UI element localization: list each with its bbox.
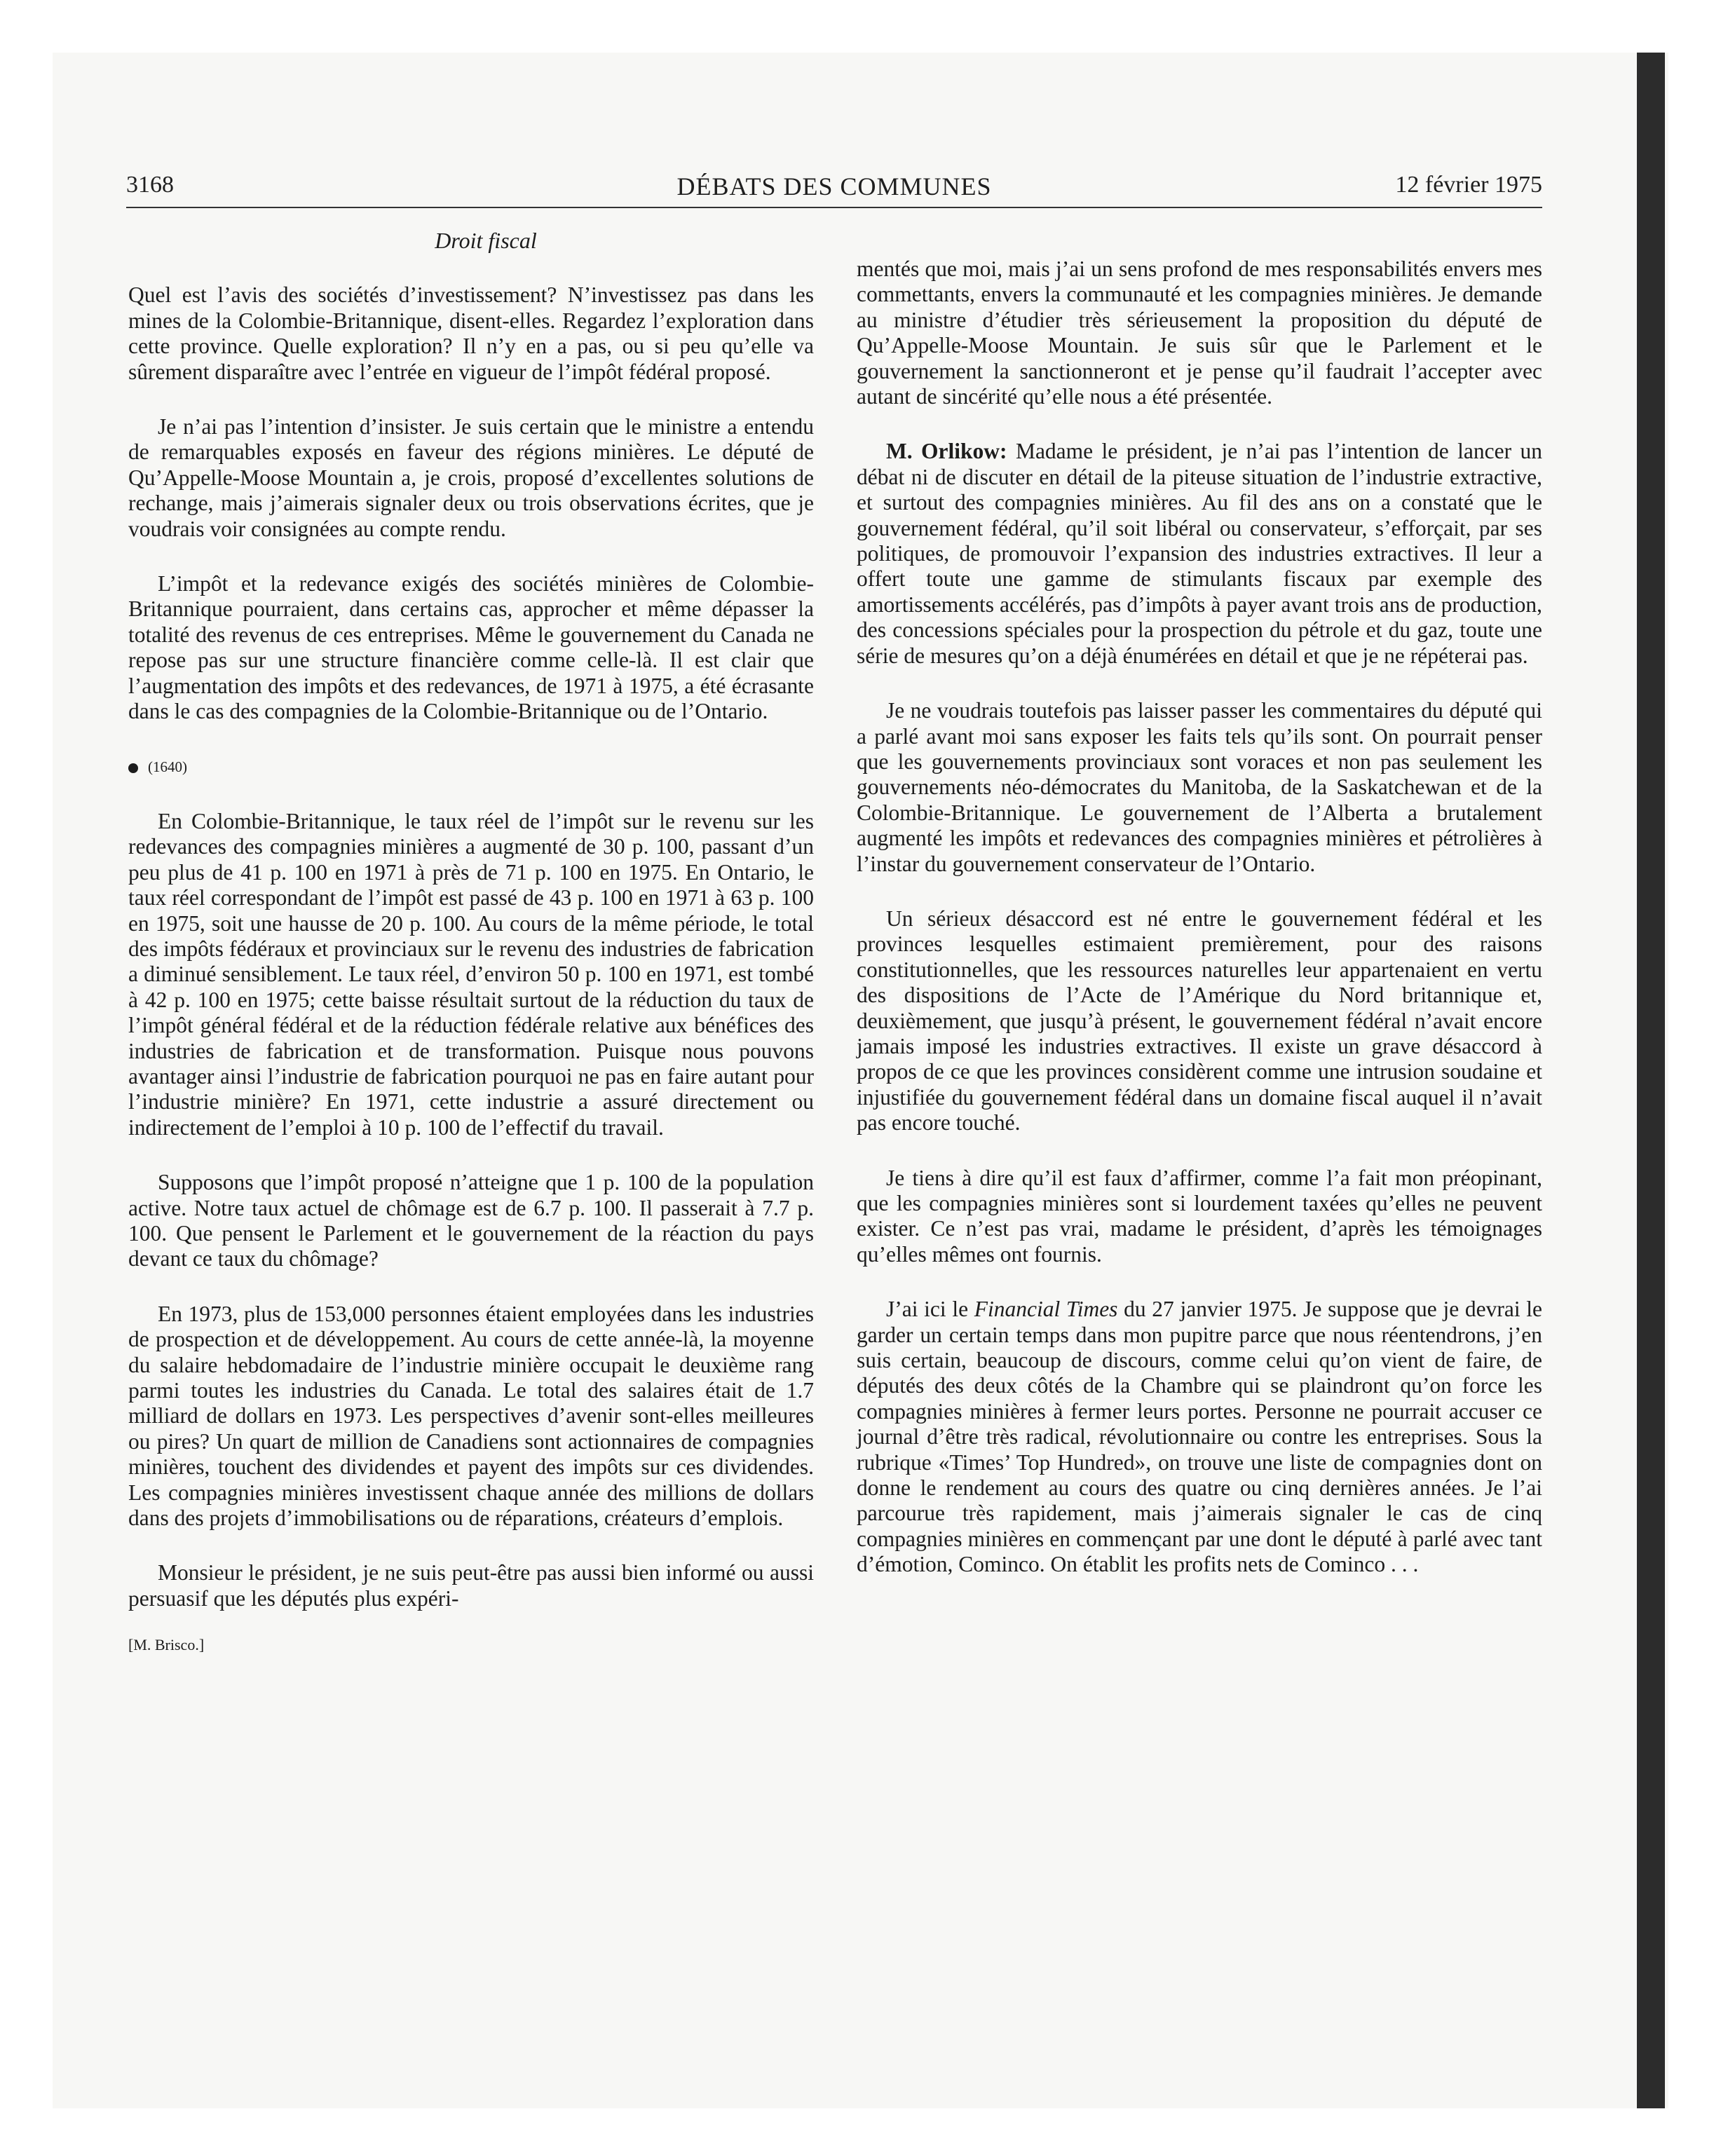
paragraph: mentés que moi, mais j’ai un sens profond de mes responsabilités envers mes commettants, envers la communauté et les compagnies minières. Je demande au ministre d’étudier très sérieusement la proposition du député de Qu’Appelle-Moose Mountain. Je suis sûr que le Parlement et le gouvernement la sanctionneront et je pense qu’il faudrait l’accepter avec autant de sincérité qu’elle nous a été présentée. [857,257,1542,409]
paragraph: Supposons que l’impôt proposé n’atteigne que 1 p. 100 de la population active. Notre taux actuel de chômage est de 6.7 p. 100. Il passerait à 7.7 p. 100. Que pensent le Parlement et le gouvernement de la réaction du pays devant ce taux du chômage? [128,1170,814,1271]
page-header [126,172,1542,208]
paragraph: Je tiens à dire qu’il est faux d’affirmer, comme l’a fait mon préopinant, que les compagnies minières sont si lourdement taxées qu’elles ne peuvent exister. Ce n’est pas vrai, madame le président, d’après les témoignages qu’elles mêmes ont fournis. [857,1165,1542,1267]
paragraph: Un sérieux désaccord est né entre le gouvernement fédéral et les provinces lesquelles estimaient premièrement, pour des raisons constitutionnelles, que les ressources naturelles leur appartenaient en vertu des dispositions de l’Acte de l’Amérique du Nord britannique et, deuxièmement, que jusqu’à présent, le gouvernement fédéral n’avait encore jamais imposé les industries extractives. Il existe un grave désaccord à propos de ce que les provinces considèrent comme une intrusion soudaine et injustifiée du gouvernement fédéral dans un domaine fiscal auquel il n’avait pas encore touché. [857,906,1542,1135]
bullet-icon [128,763,138,773]
speaker-attribution: [M. Brisco.] [128,1636,205,1654]
page-number: 3168 [126,172,174,198]
paragraph: Je n’ai pas l’intention d’insister. Je suis certain que le ministre a entendu de remarquables exposés en faveur des régions minières. Le député de Qu’Appelle-Moose Mountain a, je crois, proposé d’excellentes solutions de rechange, mais j’aimerais signaler deux ou trois observations écrites, que je voudrais voir consignées au compte rendu. [128,414,814,541]
paragraph: En 1973, plus de 153,000 personnes étaient employées dans les industries de prospection et de développement. Au cours de cette année-là, la moyenne du salaire hebdomadaire de l’industrie minière occupait le deuxième rang parmi toutes les industries du Canada. Le total des salaires était de 1.7 milliard de dollars en 1973. Les perspectives d’avenir sont-elles meilleures ou pires? Un quart de million de Canadiens sont actionnaires de compagnies minières, touchent des dividendes et payent des impôts sur ces dividendes. Les compagnies minières investissent chaque année des millions de dollars dans des projets d’immobilisations ou de réparations, créateurs d’emplois. [128,1301,814,1531]
publication-title: DÉBATS DES COMMUNES [676,172,992,200]
paragraph: En Colombie-Britannique, le taux réel de l’impôt sur le revenu sur les redevances des compagnies minières a augmenté de 30 p. 100, passant d’un peu plus de 41 p. 100 en 1971 à près de 71 p. 100 en 1975. En Ontario, le taux réel correspondant de l’impôt est passé de 43 p. 100 en 1971 à 63 p. 100 en 1975, soit une hausse de 20 p. 100. Au cours de la même période, le total des impôts fédéraux et provinciaux sur le revenu des industries de fabrication a diminué sensiblement. Le taux réel, d’environ 50 p. 100 en 1971, est tombé à 42 p. 100 en 1975; cette baisse résultait surtout de la réduction du taux de l’impôt général fédéral et de la réduction fédérale relative aux bénéfices des industries de fabrication et de transformation. Puisque nous pouvons avantager ainsi l’industrie de fabrication pourquoi ne pas en faire autant pour l’industrie minière? En 1971, cette industrie a assuré directement ou indirectement de l’emploi à 10 p. 100 de l’effectif du travail. [128,808,814,1140]
time-marker-text: (1640) [148,758,187,775]
paragraph-speaker [857,439,1542,669]
right-column [857,257,1542,1578]
paragraph: L’impôt et la redevance exigés des sociétés minières de Colombie-Britannique pourraient, dans certains cas, approcher et même dépasser la totalité des revenus de ces entreprises. Même le gouvernement du Canada ne repose pas sur une structure financière comme celle-là. Il est clair que l’augmentation des impôts et des redevances, de 1971 à 1975, a été écrasante dans le cas des compagnies de la Colombie-Britannique ou de l’Ontario. [128,571,814,724]
paragraph-text: J’ai ici le [886,1297,974,1322]
publication-date: 12 février 1975 [1395,172,1542,198]
paragraph: Je ne voudrais toutefois pas laisser passer les commentaires du député qui a parlé avant moi sans exposer les faits tels qu’ils sont. On pourrait penser que les gouvernements provinciaux sont voraces et non pas seulement les gouvernements néo-démocrates du Manitoba, de la Saskatchewan et de la Colombie-Britannique. Le gouvernement de l’Alberta a brutalement augmenté les impôts et redevances des compagnies minières et pétrolières à l’instar du gouvernement conservateur de l’Ontario. [857,698,1542,876]
paragraph [857,1297,1542,1577]
page-edge-shadow [1637,53,1665,2108]
paragraph-text: Madame le président, je n’ai pas l’intention de lancer un débat ni de discuter en détail de la piteuse situation de l’industrie extractive, et surtout des compagnies minières. Au fil des ans on a constaté que le gouvernement fédéral, qu’il soit libéral ou conservateur, s’efforçait, par ses politiques, de promouvoir l’expansion des industries extractives. Il leur a offert toute une gamme de stimulants fiscaux par exemple des amortissements accélérés, pas d’impôts à payer avant trois ans de production, des concessions spéciales pour la prospection du pétrole et du gaz, toute une série de mesures qu’on a déjà énumérées en détail et que je ne répéterai pas. [857,439,1542,668]
time-marker [128,754,814,779]
left-column [128,228,814,1658]
paragraph: Monsieur le président, je ne suis peut-être pas aussi bien informé ou aussi persuasif que les députés plus expéri- [128,1560,814,1611]
subject-heading: Droit fiscal [435,228,537,253]
speaker-name: M. Orlikow: [886,439,1007,464]
paragraph-text: du 27 janvier 1975. Je suppose que je devrai le garder un certain temps dans mon pupitre parce que nous réentendrons, j’en suis certain, beaucoup de discours, comme celui qu’on vient de faire, de députés des deux côtés de la Chambre qui se plaindront qu’on force les compagnies minières à fermer leurs portes. Personne ne pourrait accuser ce journal d’être très radical, révolutionnaire ou contre les entreprises. Sous la rubrique «Times’ Top Hundred», on trouve une liste de compagnies dont on donne le rendement au cours des quatre ou cinq dernières années. Je l’ai parcourue très rapidement, mais j’aimerais signaler le cas de cinq compagnies minières en commençant par une dont le député à parlé avec tant d’émotion, Cominco. On établit les profits nets de Cominco . . . [857,1297,1542,1577]
paragraph: Quel est l’avis des sociétés d’investissement? N’investissez pas dans les mines de la Colombie-Britannique, disent-elles. Regardez l’exploration dans cette province. Quelle exploration? Il n’y en a pas, ou si peu qu’elle va sûrement disparaître avec l’entrée en vigueur de l’impôt fédéral proposé. [128,282,814,384]
newspaper-title: Financial Times [974,1297,1118,1322]
